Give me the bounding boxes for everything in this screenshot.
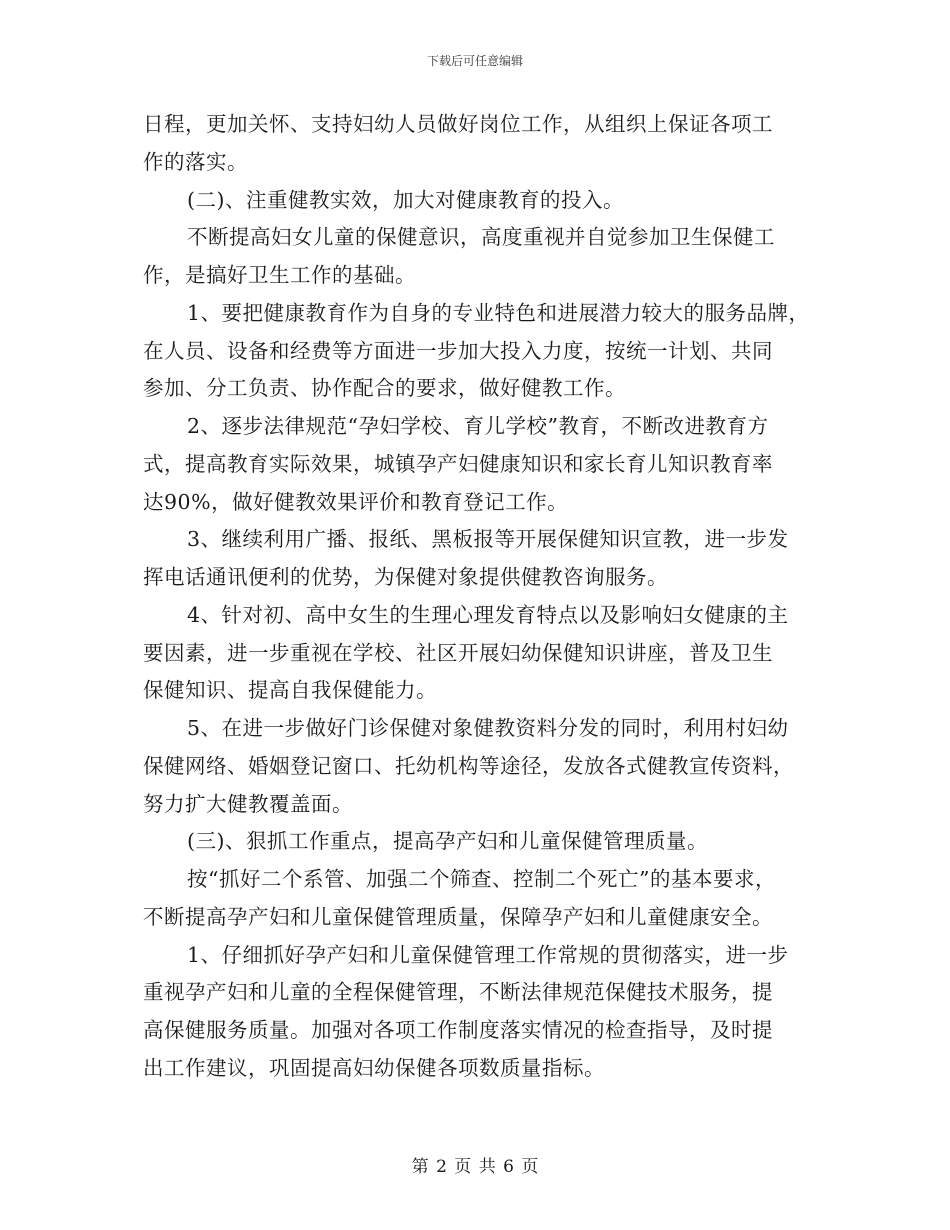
text-line: 参加、分工负责、协作配合的要求，做好健教工作。 bbox=[143, 376, 626, 401]
text-line: 保健知识、提高自我保健能力。 bbox=[143, 678, 437, 703]
text-line: 日程，更加关怀、支持妇幼人员做好岗位工作，从组织上保证各项工 bbox=[143, 112, 773, 136]
text-line: 作的落实。 bbox=[143, 149, 248, 174]
text-line: (三)、狠抓工作重点，提高孕产妇和儿童保健管理质量。 bbox=[187, 829, 708, 854]
text-line: 4、针对初、高中女生的生理心理发育特点以及影响妇女健康的主 bbox=[187, 602, 789, 627]
text-line: 1、要把健康教育作为自身的专业特色和进展潜力较大的服务品牌， bbox=[187, 300, 810, 325]
text-line: 出工作建议，巩固提高妇幼保健各项数质量指标。 bbox=[143, 1055, 605, 1080]
text-line: 2、逐步法律规范“孕妇学校、育儿学校”教育，不断改进教育方 bbox=[187, 414, 769, 438]
text-line: 作，是搞好卫生工作的基础。 bbox=[143, 263, 416, 287]
text-line: 5、在进一步做好门诊保健对象健教资料分发的同时，利用村妇幼 bbox=[187, 716, 789, 740]
text-line: 挥电话通讯便利的优势，为保健对象提供健教咨询服务。 bbox=[143, 565, 668, 589]
text-line: 努力扩大健教覆盖面。 bbox=[143, 791, 353, 816]
text-line: 按“抓好二个系管、加强二个筛查、控制二个死亡”的基本要求， bbox=[187, 867, 776, 891]
text-line: 重视孕产妇和儿童的全程保健管理，不断法律规范保健技术服务，提 bbox=[143, 980, 773, 1005]
text-line: 在人员、设备和经费等方面进一步加大投入力度，按统一计划、共同 bbox=[143, 338, 773, 363]
text-line: (二)、注重健教实效，加大对健康教育的投入。 bbox=[187, 187, 624, 212]
document-body bbox=[143, 106, 823, 1088]
text-line: 要因素，进一步重视在学校、社区开展妇幼保健知识讲座，普及卫生 bbox=[143, 640, 773, 665]
text-line: 不断提高妇女儿童的保健意识，高度重视并自觉参加卫生保健工 bbox=[187, 225, 775, 250]
text-line: 式，提高教育实际效果，城镇孕产妇健康知识和家长育儿知识教育率 bbox=[143, 451, 773, 476]
text-line: 达90%，做好健教效果评价和教育登记工作。 bbox=[143, 489, 569, 514]
text-line: 高保健服务质量。加强对各项工作制度落实情况的检查指导，及时提 bbox=[143, 1018, 773, 1042]
text-line: 保健网络、婚姻登记窗口、托幼机构等途径，发放各式健教宣传资料， bbox=[143, 753, 794, 778]
text-line: 1、仔细抓好孕产妇和儿童保健管理工作常规的贯彻落实，进一步 bbox=[187, 942, 789, 967]
text-line: 不断提高孕产妇和儿童保健管理质量，保障孕产妇和儿童健康安全。 bbox=[143, 904, 773, 929]
text-line: 3、继续利用广播、报纸、黑板报等开展保健知识宣教，进一步发 bbox=[187, 527, 789, 552]
page-number-footer: 第 2 页 共 6 页 bbox=[411, 1157, 539, 1177]
page-header: 下载后可任意编辑 bbox=[426, 54, 523, 68]
